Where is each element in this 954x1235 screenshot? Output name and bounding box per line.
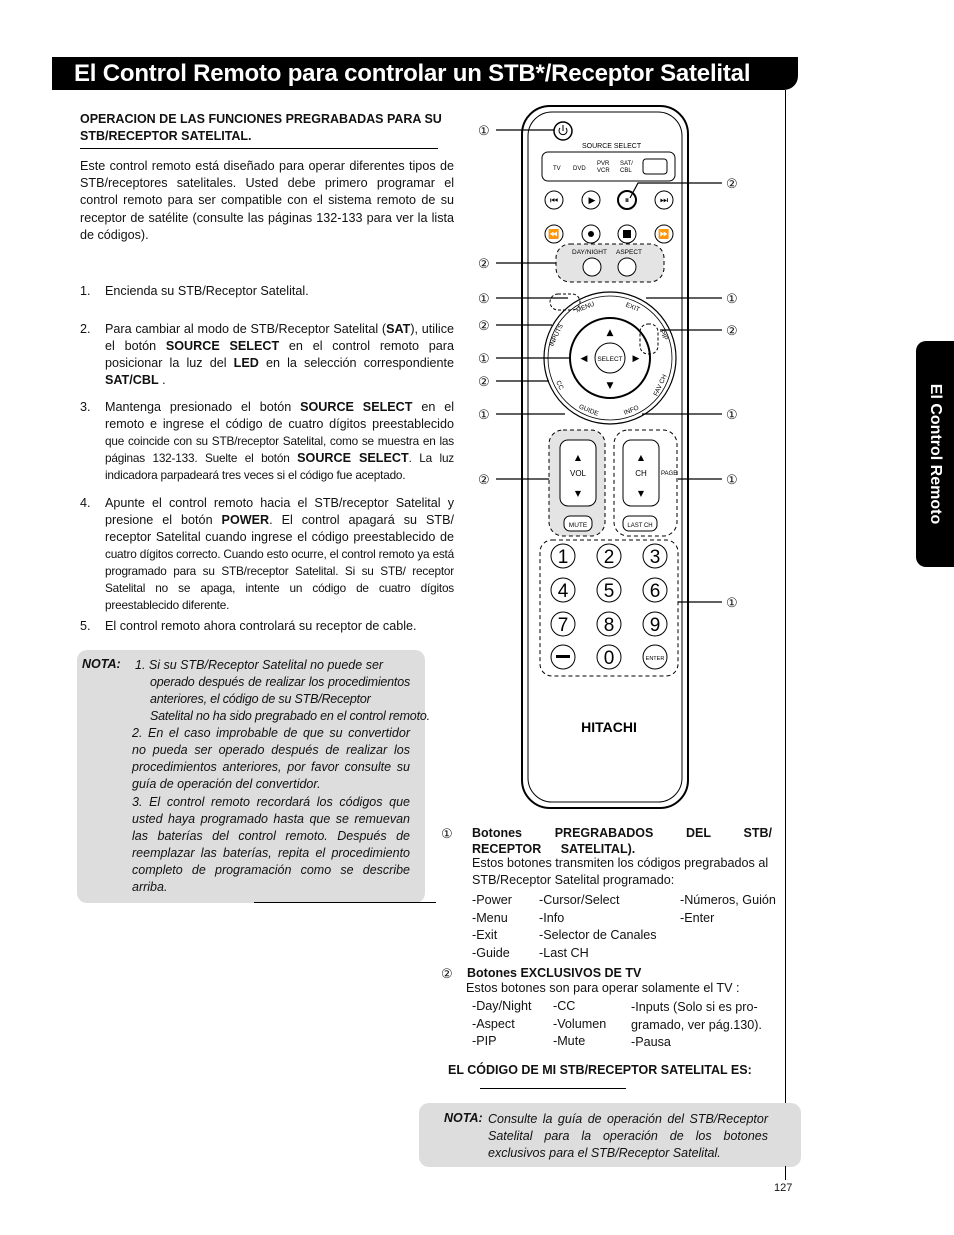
src-sat: SAT/: [620, 161, 633, 167]
nota-item-1a: 1. Si su STB/Receptor Satelital no puede ser: [135, 658, 384, 672]
play-icon: ▶: [588, 196, 596, 206]
ch-down-icon: ▼: [637, 489, 645, 498]
nota-item-1c: Satelital no ha sido pregrabado en el control remoto.: [150, 709, 430, 723]
nota-label: NOTA:: [82, 657, 121, 671]
legend-1-text: Estos botones transmiten los códigos pregrabados al STB/Receptor Satelital programado:: [472, 856, 769, 887]
menu-label: MENU: [575, 300, 596, 315]
callout-2: ②: [478, 318, 490, 333]
vol-label: VOL: [569, 469, 587, 478]
divider-tick: [785, 1166, 786, 1180]
digit-4: 4: [557, 581, 569, 602]
src-dvd: DVD: [573, 166, 586, 172]
src-cbl: CBL: [620, 168, 632, 174]
digit-6: 6: [649, 581, 661, 602]
callout-2: ②: [478, 472, 490, 487]
brand-logo: HITACHI: [581, 719, 637, 735]
legend-2-col-3: -Inputs (Solo si es pro- gramado, ver pág.130). -Pausa: [631, 1000, 762, 1049]
legend-marker-2: ②: [441, 966, 453, 981]
page-label: PAGE: [661, 471, 678, 477]
pip-label: PIP: [657, 329, 669, 342]
nota-2-label: NOTA:: [444, 1111, 483, 1125]
legend-2-col-2: -CC -Volumen -Mute: [553, 999, 607, 1048]
callout-2: ②: [478, 374, 490, 389]
step-4: 4. Apunte el control remoto hacia el STB/receptor Satelital y presione el botón POWER. El control apagará su STB/ receptor Satelital cuando ingrese el código preestablecido de cuatro dígitos correcto. Cuando esto ocurre, el control remoto ya está programado para su STB/receptor Satelital. Si su STB/ receptor Satelital no se apaga, intente un código de cuatro dígitos preestablecido diferente.: [80, 496, 454, 612]
page-number: 127: [774, 1182, 793, 1194]
enter-label: ENTER: [645, 656, 665, 662]
vol-down-icon: ▼: [574, 489, 582, 498]
page-title: El Control Remoto para controlar un STB*/Receptor Satelital: [74, 60, 751, 87]
exit-label: EXIT: [624, 301, 641, 314]
legend-2-text: Estos botones son para operar solamente el TV :: [466, 981, 740, 995]
pause-icon: ⏸: [624, 196, 630, 206]
callout-1: ①: [478, 291, 490, 306]
callout-1: ①: [726, 472, 738, 487]
callout-1: ①: [726, 407, 738, 422]
digit-1: 1: [557, 547, 569, 568]
info-label: INFO: [622, 404, 640, 417]
step-2: 2. Para cambiar al modo de STB/Receptor Satelital (SAT), utilice el botón SOURCE SELECT en el control remoto para posicionar la luz del LED en la selección correspondiente SAT/CBL .: [80, 322, 455, 387]
callout-1: ①: [478, 123, 490, 138]
legend-1-col-1: -Power -Menu -Exit -Guide: [472, 893, 512, 960]
up-arrow-icon: ▲: [606, 328, 614, 338]
inputs-label: INPUTS: [548, 323, 565, 348]
rewind-icon: ⏪: [548, 230, 560, 240]
last-ch-label: LAST CH: [627, 523, 653, 529]
prev-icon: ⏮: [549, 196, 559, 206]
source-select-label: SOURCE SELECT: [582, 143, 642, 150]
left-arrow-icon: ◀: [580, 354, 588, 364]
digit-0: 0: [603, 648, 615, 669]
nota-item-2: 2. En el caso improbable de que su convertidor no pueda ser operado después de realizar los procedimientos anteriores, por favor consulte su guía de operación del convertidor.: [132, 726, 410, 791]
ch-label: CH: [635, 469, 647, 478]
src-vcr: VCR: [597, 168, 610, 174]
nota-item-1b: operado después de realizar los procedimientos anteriores, el código de su STB/Receptor: [150, 675, 410, 706]
digit-3: 3: [649, 547, 661, 568]
callout-2: ②: [726, 323, 738, 338]
callout-2: ②: [726, 176, 738, 191]
callout-1: ①: [478, 407, 490, 422]
side-tab-label: El Control Remoto: [927, 383, 944, 525]
digit-9: 9: [649, 615, 661, 636]
legend-1-col-2: -Cursor/Select -Info -Selector de Canales -Last CH: [539, 893, 657, 960]
digit-5: 5: [603, 581, 615, 602]
next-icon: ⏭: [659, 196, 669, 206]
legend-marker-1: ①: [441, 826, 453, 841]
digit-2: 2: [603, 547, 615, 568]
down-arrow-icon: ▼: [606, 381, 614, 391]
nota-2-text: Consulte la guía de operación del STB/Receptor Satelital para la operación de los botones exclusivos para el STB/Receptor Satelital.: [488, 1112, 768, 1160]
code-input-line[interactable]: [480, 1088, 626, 1089]
mute-label: MUTE: [568, 522, 588, 529]
cc-label: CC: [554, 379, 565, 392]
step-5: 5. El control remoto ahora controlará su receptor de cable.: [80, 619, 417, 633]
src-tv: TV: [553, 166, 561, 172]
vol-up-icon: ▲: [574, 453, 582, 462]
aspect-label: ASPECT: [616, 249, 643, 256]
select-label: SELECT: [597, 356, 623, 363]
ch-up-icon: ▲: [637, 453, 645, 462]
intro-paragraph: Este control remoto está diseñado para operar diferentes tipos de STB/receptores satelitales. Usted debe primero programar el control remoto para ser compatible con el sistema remoto de su receptor de satélite (consulte las páginas 132-133 para ver la lista de códigos).: [80, 159, 454, 242]
digit-7: 7: [557, 615, 569, 636]
day-night-label: DAY/NIGHT: [572, 249, 607, 256]
guide-label: GUIDE: [577, 403, 600, 418]
legend-1-col-3: -Números, Guión -Enter: [680, 893, 776, 925]
digit-8: 8: [603, 615, 615, 636]
callout-1: ①: [726, 291, 738, 306]
callout-2: ②: [478, 256, 490, 271]
fast-forward-icon: ⏩: [658, 230, 670, 240]
step-3: 3. Mantenga presionado el botón SOURCE SELECT en el remoto e ingrese el código de cuatro dígitos preestablecido que coincide con su STB/receptor Satelital, como se muestra en las páginas 132-133. Suelte el botón SOURCE SELECT. La luz indicadora parpadeará tres veces si el código fue aceptado.: [80, 400, 455, 482]
code-label: EL CÓDIGO DE MI STB/RECEPTOR SATELITAL ES:: [448, 1063, 752, 1077]
legend-2-col-1: -Day/Night -Aspect -PIP: [472, 999, 532, 1048]
step-1: 1. Encienda su STB/Receptor Satelital.: [80, 284, 309, 298]
section-heading: OPERACION DE LAS FUNCIONES PREGRABADAS PARA SU STB/RECEPTOR SATELITAL.: [80, 112, 442, 143]
right-arrow-icon: ▶: [632, 354, 640, 364]
legend-1-heading: Botones PREGRABADOS DEL STB/ RECEPTOR SATELITAL).: [472, 826, 772, 856]
callout-1: ①: [478, 351, 490, 366]
fav-ch-label: FAV CH: [652, 373, 669, 398]
callout-1: ①: [726, 595, 738, 610]
nota-item-3: 3. El control remoto recordará los códigos que usted haya programado hasta que se remuevan las baterías del control remoto. Después de reemplazar las baterías, repita el procedimiento completo de programación como se describe arriba.: [132, 795, 410, 894]
src-pvr: PVR: [597, 161, 610, 167]
legend-2-heading: Botones EXCLUSIVOS DE TV: [467, 966, 642, 980]
